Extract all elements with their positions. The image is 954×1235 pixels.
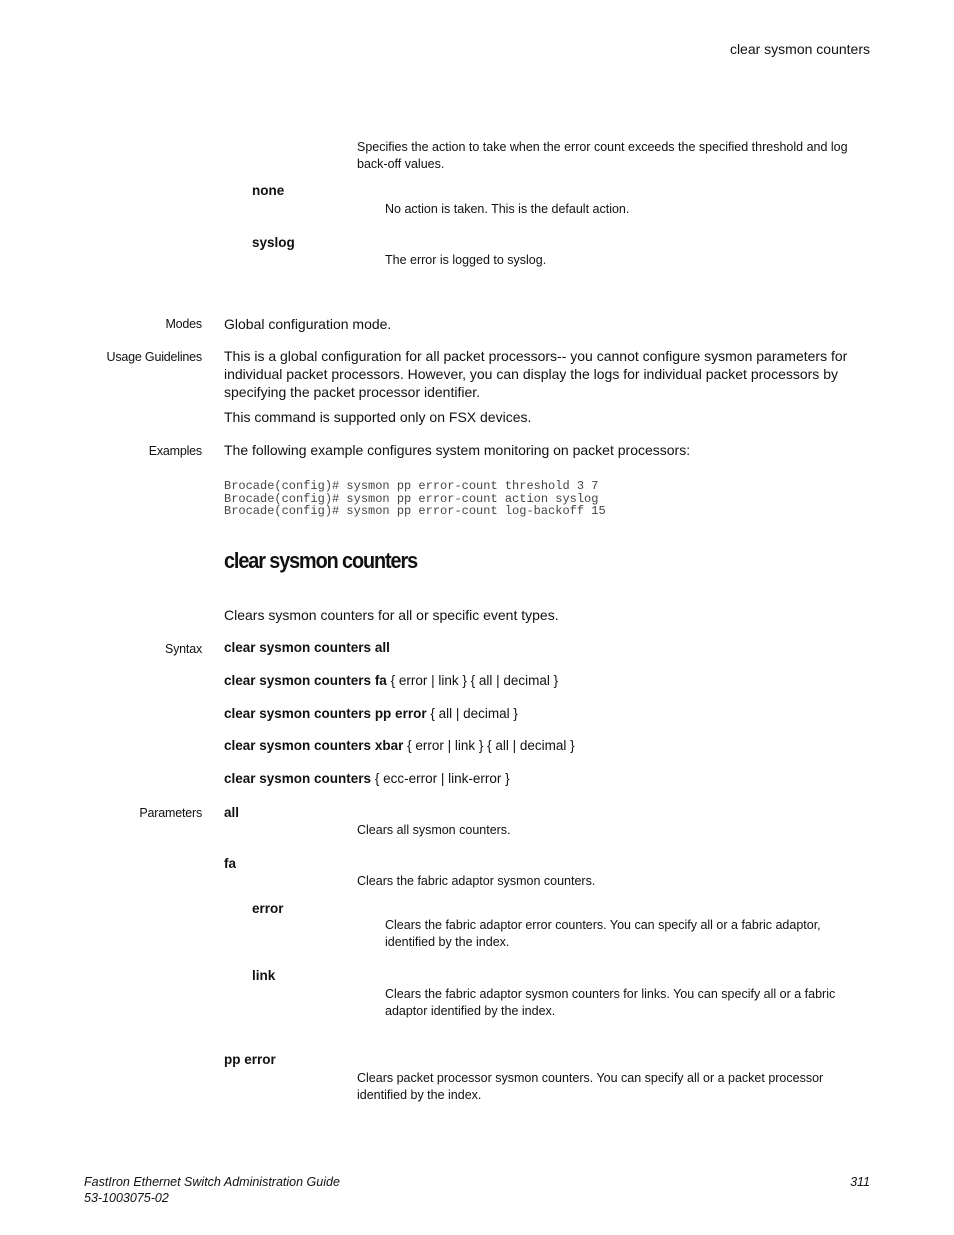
modes-label: Modes [165,317,202,331]
param-link-term: link [252,968,276,983]
syntax-cmd: clear sysmon counters fa [224,673,387,688]
syntax-line-1 [224,640,390,655]
examples-label: Examples [148,444,202,458]
code-line: Brocade(config)# sysmon pp error-count log-backoff 15 [224,504,606,518]
param-all-term: all [224,805,240,820]
syntax-line-4 [224,738,575,753]
option-none-desc: No action is taken. This is the default action. [385,202,630,216]
param-link-desc: Clears the fabric adaptor sysmon counters for links. You can specify all or a fabric adaptor identified by the index. [385,987,836,1018]
section-description: Clears sysmon counters for all or specific event types. [224,607,559,623]
running-head: clear sysmon counters [729,41,870,57]
param-fa-desc: Clears the fabric adaptor sysmon counters. [357,874,596,888]
code-line: Brocade(config)# sysmon pp error-count threshold 3 7 [224,479,599,493]
syntax-cmd: clear sysmon counters xbar [224,738,404,753]
modes-text: Global configuration mode. [224,316,392,332]
syntax-line-5 [224,771,510,786]
parameters-label: Parameters [139,806,202,820]
usage-para-1: This is a global configuration for all packet processors-- you cannot configure sysmon parameters for individual packet processors. However, you can display the logs for individual packet processors by specifying the packet processor identifier. [224,348,848,400]
option-syslog-desc: The error is logged to syslog. [385,253,547,267]
syntax-line-2 [224,673,558,688]
action-intro: Specifies the action to take when the error count exceeds the specified threshold and log back-off values. [357,140,848,171]
param-pp-error-term: pp error [224,1052,276,1067]
usage-label: Usage Guidelines [106,350,202,364]
param-fa-term: fa [224,856,237,871]
syntax-cmd: clear sysmon counters [224,771,372,786]
footer-doc-number-text: 53-1003075-02 [84,1191,169,1205]
param-error-desc: Clears the fabric adaptor error counters. You can specify all or a fabric adaptor, identified by the index. [385,918,821,949]
examples-text: The following example configures system monitoring on packet processors: [224,442,691,458]
usage-para-2: This command is supported only on FSX devices. [224,409,532,425]
param-pp-error-desc: Clears packet processor sysmon counters. You can specify all or a packet processor identified by the index. [357,1071,824,1102]
footer-doc-number [84,1190,169,1207]
page-number-text: 311 [850,1175,870,1189]
syntax-args: { error | link } { all | decimal } [403,738,575,753]
param-all-desc: Clears all sysmon counters. [357,823,511,837]
syntax-cmd: clear sysmon counters all [224,640,390,655]
footer-title [84,1174,340,1191]
section-title: clear sysmon counters [224,548,418,573]
page-number [850,1174,870,1191]
syntax-args: { ecc-error | link-error } [371,771,510,786]
param-error-term: error [252,901,284,916]
footer-title-text: FastIron Ethernet Switch Administration Guide [84,1175,340,1189]
option-none-term: none [252,183,285,198]
syntax-line-3 [224,706,518,721]
syntax-label: Syntax [164,642,202,656]
code-line: Brocade(config)# sysmon pp error-count action syslog [224,492,599,506]
syntax-cmd: clear sysmon counters pp error [224,706,427,721]
syntax-args: { all | decimal } [426,706,518,721]
syntax-args: { error | link } { all | decimal } [386,673,559,688]
option-syslog-term: syslog [252,235,295,250]
